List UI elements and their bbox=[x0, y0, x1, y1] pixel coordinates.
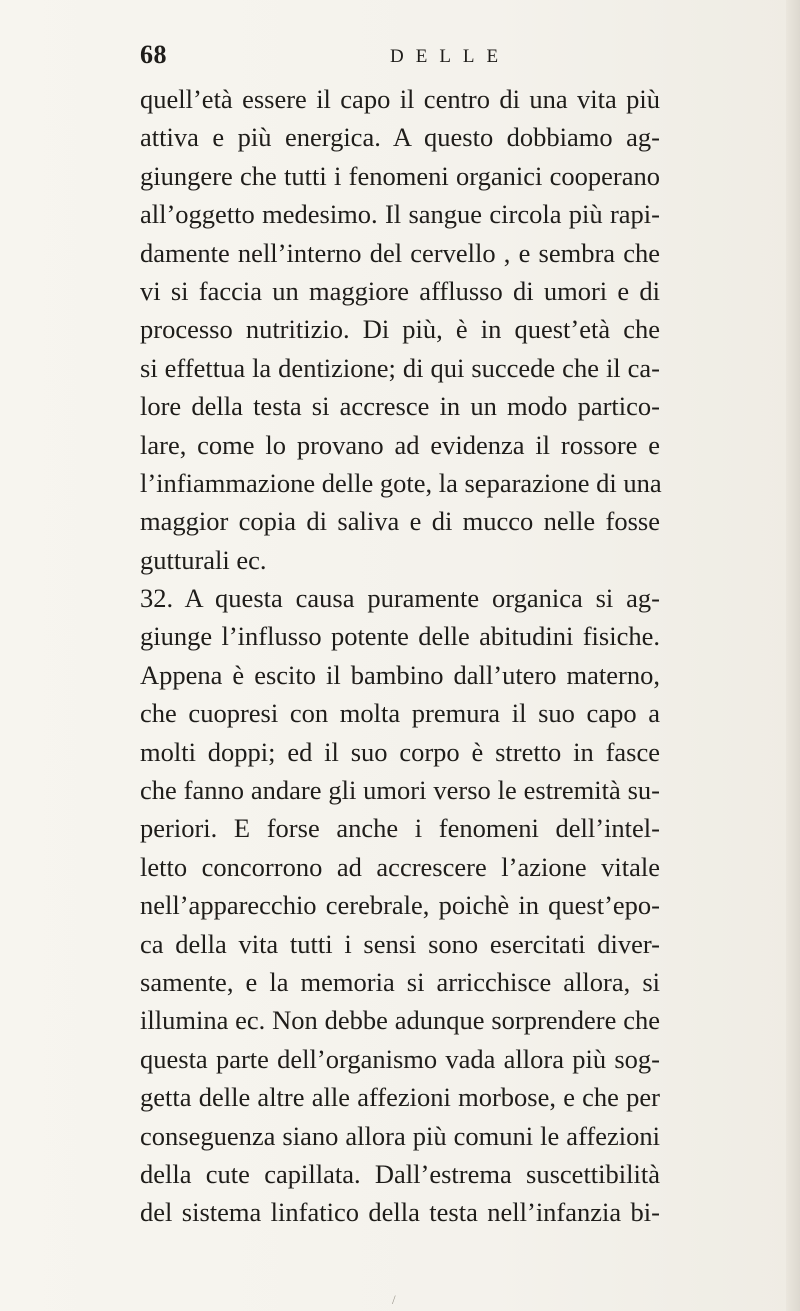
text-line: che fanno andare gli umori verso le estremità su- bbox=[140, 775, 660, 806]
text-line: attiva e più energica. A questo dobbiamo ag- bbox=[140, 122, 660, 153]
text-line: getta delle altre alle affezioni morbose, e che per bbox=[140, 1082, 660, 1113]
text-line: lare, come lo provano ad evidenza il rossore e bbox=[140, 429, 660, 460]
text-line: periori. E forse anche i fenomeni dell’intel- bbox=[140, 813, 660, 844]
text-line: all’oggetto medesimo. Il sangue circola più rapi- bbox=[140, 199, 660, 230]
text-line: conseguenza siano allora più comuni le affezioni bbox=[140, 1120, 660, 1151]
page-mark: / bbox=[392, 1292, 396, 1307]
text-line: illumina ec. Non debbe adunque sorprendere che bbox=[140, 1005, 660, 1036]
text-line: si effettua la dentizione; di qui succede che il ca- bbox=[140, 352, 660, 383]
text-line: della cute capillata. Dall’estrema suscettibilità bbox=[140, 1158, 660, 1189]
text-line: lore della testa si accresce in un modo partico- bbox=[140, 391, 660, 422]
running-title: DELLE bbox=[390, 46, 511, 67]
text-line: molti doppi; ed il suo corpo è stretto in fasce bbox=[140, 736, 660, 767]
text-line: samente, e la memoria si arricchisce allora, si bbox=[140, 966, 660, 997]
text-line: 32. A questa causa puramente organica si ag- bbox=[140, 583, 660, 614]
page-header bbox=[140, 40, 660, 74]
text-line: Appena è escito il bambino dall’utero materno, bbox=[140, 659, 660, 690]
text-line: damente nell’interno del cervello , e sembra che bbox=[140, 237, 660, 268]
text-line: che cuopresi con molta premura il suo capo a bbox=[140, 698, 660, 729]
text-line: del sistema linfatico della testa nell’infanzia bi- bbox=[140, 1197, 660, 1228]
text-line: ca della vita tutti i sensi sono esercitati diver- bbox=[140, 928, 660, 959]
text-line: gutturali ec. bbox=[140, 544, 267, 575]
text-line: letto concorrono ad accrescere l’azione vitale bbox=[140, 851, 660, 882]
text-line: nell’apparecchio cerebrale, poichè in quest’epo- bbox=[140, 890, 660, 921]
body-text bbox=[140, 80, 660, 1232]
page-edge bbox=[786, 0, 800, 1311]
text-line: questa parte dell’organismo vada allora più sog- bbox=[140, 1043, 660, 1074]
page-number: 68 bbox=[140, 40, 167, 69]
text-line: processo nutritizio. Di più, è in quest’età che bbox=[140, 314, 660, 345]
text-line: vi si faccia un maggiore afflusso di umori e di bbox=[140, 275, 660, 306]
text-line: maggior copia di saliva e di mucco nelle fosse bbox=[140, 506, 660, 537]
text-line: quell’età essere il capo il centro di una vita più bbox=[140, 84, 660, 114]
text-line: giunge l’influsso potente delle abitudini fisiche. bbox=[140, 621, 660, 652]
text-line: l’infiammazione delle gote, la separazione di una bbox=[140, 467, 662, 498]
text-line: giungere che tutti i fenomeni organici cooperano bbox=[140, 160, 660, 191]
